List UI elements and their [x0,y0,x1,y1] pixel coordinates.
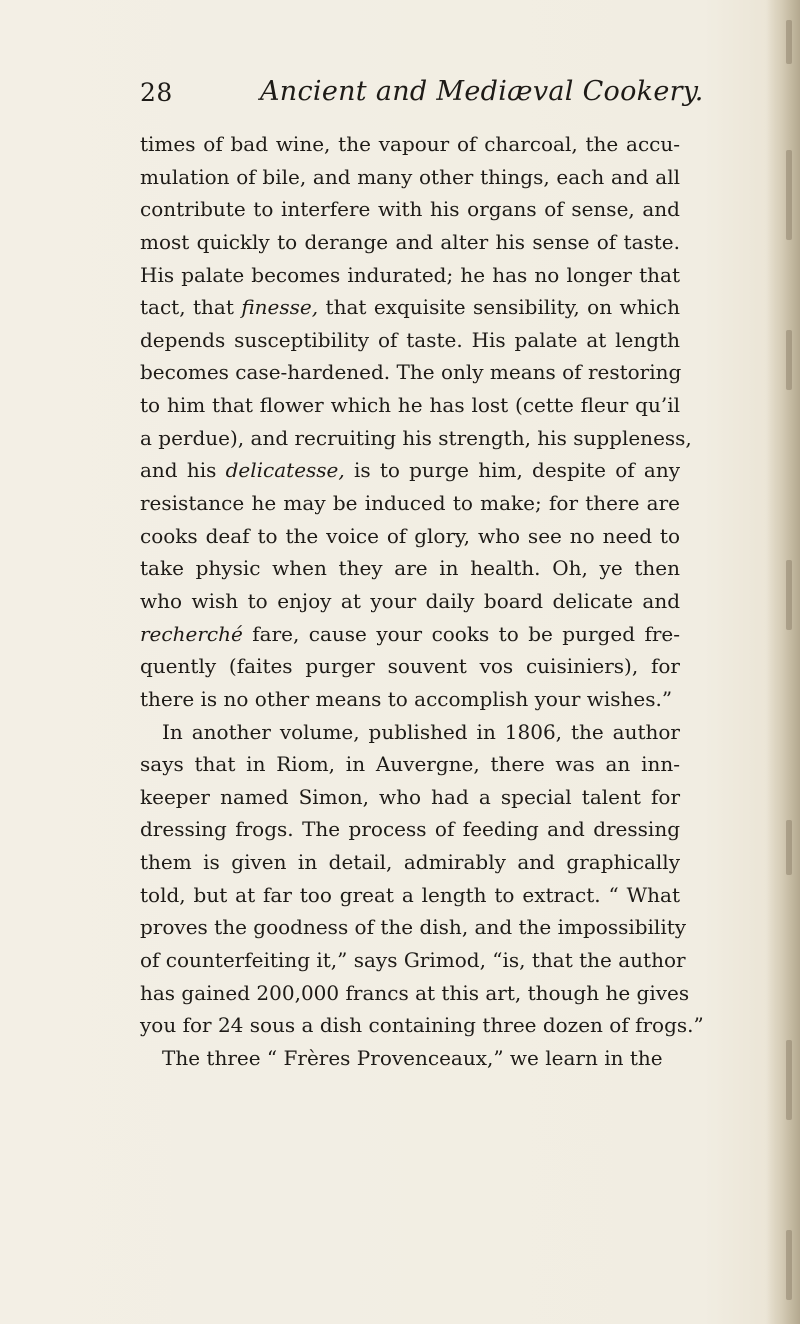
text-line: mulation of bile, and many other things, each and all [140,164,680,189]
italic-term: finesse, [241,295,319,320]
text-segment: and his [140,458,226,483]
text-line: you for 24 sous a dish containing three dozen of frogs.” [140,1013,704,1038]
text-line: told, but at far too great a length to extract. “ What [140,882,680,907]
text-line: there is no other means to accomplish your wishes.” [140,686,673,711]
text-line: keeper named Simon, who had a special talent for [140,784,680,809]
body-text [140,128,704,1075]
edge-mark [786,1230,792,1300]
text-line: proves the goodness of the dish, and the impossibility [140,915,687,940]
edge-mark [786,20,792,64]
text-line: a perdue), and recruiting his strength, his suppleness, [140,425,692,450]
text-line [140,291,680,324]
italic-term: recherché [140,621,243,646]
text-line: take physic when they are in health. Oh, ye then [140,556,680,581]
text-line: to him that flower which he has lost (cette fleur qu’il [140,393,680,418]
text-line: cooks deaf to the voice of glory, who see no need to [140,523,680,548]
page-number: 28 [140,78,173,107]
text-line: most quickly to derange and alter his sense of taste. [140,229,680,254]
text-line: who wish to enjoy at your daily board delicate and [140,588,680,613]
text-line: becomes case-hardened. The only means of restoring [140,360,682,385]
page-edge-shadow [766,0,800,1324]
running-title: Ancient and Mediæval Cookery. [260,76,704,107]
running-head [140,76,704,118]
text-line: of counterfeiting it,” says Grimod, “is, that the author [140,948,686,973]
text-line: In another volume, published in 1806, the author [162,719,680,744]
text-line: resistance he may be induced to make; for there are [140,491,680,516]
edge-mark [786,150,792,240]
text-line: depends susceptibility of taste. His palate at length [140,327,680,352]
edge-mark [786,330,792,390]
text-segment: that exquisite sensibility, on which [318,295,680,320]
text-line: has gained 200,000 francs at this art, though he gives [140,980,690,1005]
text-line [140,454,680,487]
text-line: The three “ Frères Provenceaux,” we learn in the [162,1045,663,1070]
text-segment: is to purge him, despite of any [344,458,680,483]
text-line: them is given in detail, admirably and graphically [140,850,680,875]
text-line: quently (faites purger souvent vos cuisiniers), for [140,654,680,679]
edge-mark [786,820,792,875]
edge-mark [786,560,792,630]
text-line: says that in Riom, in Auvergne, there was an inn- [140,752,680,777]
edge-mark [786,1040,792,1120]
text-line: contribute to interfere with his organs of sense, and [140,197,680,222]
text-line [140,618,680,651]
italic-term: delicatesse, [225,458,345,483]
text-line: dressing frogs. The process of feeding and dressing [140,817,680,842]
text-line: times of bad wine, the vapour of charcoal, the accu- [140,132,680,156]
text-segment: tact, that [140,295,242,320]
text-segment: fare, cause your cooks to be purged fre- [242,621,680,646]
text-line: His palate becomes indurated; he has no longer that [140,262,680,287]
